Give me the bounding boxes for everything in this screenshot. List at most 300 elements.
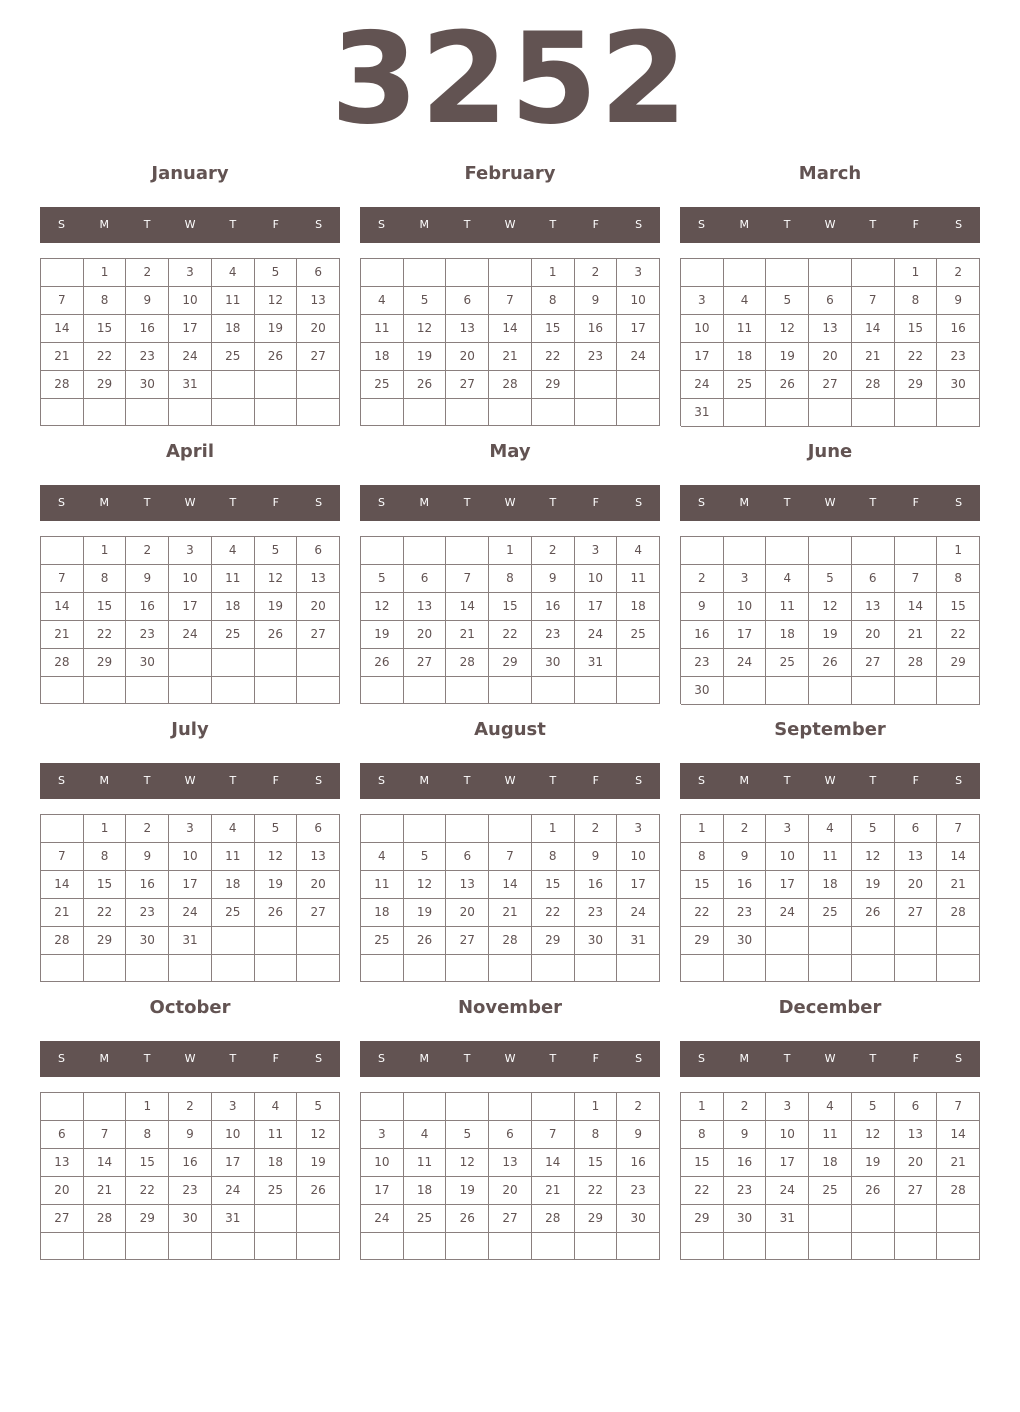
day-cell[interactable]: 16: [126, 593, 169, 621]
day-cell[interactable]: 11: [361, 871, 404, 899]
day-cell[interactable]: 6: [895, 815, 938, 843]
day-cell[interactable]: 7: [895, 565, 938, 593]
day-cell[interactable]: 6: [895, 1093, 938, 1121]
day-cell[interactable]: 13: [404, 593, 447, 621]
day-cell[interactable]: 8: [681, 1121, 724, 1149]
day-cell[interactable]: 17: [766, 871, 809, 899]
day-cell[interactable]: 3: [617, 259, 660, 287]
day-cell[interactable]: 2: [937, 259, 980, 287]
day-cell[interactable]: 26: [766, 371, 809, 399]
day-cell[interactable]: 8: [681, 843, 724, 871]
day-cell[interactable]: 29: [895, 371, 938, 399]
day-cell[interactable]: 3: [575, 537, 618, 565]
day-cell[interactable]: 17: [212, 1149, 255, 1177]
day-cell[interactable]: 25: [617, 621, 660, 649]
day-cell[interactable]: 8: [84, 287, 127, 315]
day-cell[interactable]: 1: [532, 815, 575, 843]
day-cell[interactable]: 22: [895, 343, 938, 371]
day-cell[interactable]: 25: [212, 899, 255, 927]
day-cell[interactable]: 25: [809, 1177, 852, 1205]
day-cell[interactable]: 26: [809, 649, 852, 677]
day-cell[interactable]: 24: [766, 899, 809, 927]
day-cell[interactable]: 11: [617, 565, 660, 593]
day-cell[interactable]: 12: [446, 1149, 489, 1177]
day-cell[interactable]: 6: [41, 1121, 84, 1149]
day-cell[interactable]: 1: [84, 537, 127, 565]
day-cell[interactable]: 25: [255, 1177, 298, 1205]
day-cell[interactable]: 15: [681, 1149, 724, 1177]
day-cell[interactable]: 23: [724, 899, 767, 927]
day-cell[interactable]: 13: [297, 843, 340, 871]
day-cell[interactable]: 28: [489, 371, 532, 399]
day-cell[interactable]: 16: [532, 593, 575, 621]
day-cell[interactable]: 22: [937, 621, 980, 649]
day-cell[interactable]: 10: [361, 1149, 404, 1177]
day-cell[interactable]: 7: [937, 1093, 980, 1121]
day-cell[interactable]: 26: [255, 899, 298, 927]
day-cell[interactable]: 13: [809, 315, 852, 343]
day-cell[interactable]: 26: [255, 343, 298, 371]
day-cell[interactable]: 28: [84, 1205, 127, 1233]
day-cell[interactable]: 2: [532, 537, 575, 565]
day-cell[interactable]: 23: [532, 621, 575, 649]
day-cell[interactable]: 6: [404, 565, 447, 593]
day-cell[interactable]: 28: [937, 1177, 980, 1205]
day-cell[interactable]: 3: [212, 1093, 255, 1121]
day-cell[interactable]: 18: [617, 593, 660, 621]
day-cell[interactable]: 15: [84, 871, 127, 899]
day-cell[interactable]: 13: [297, 287, 340, 315]
day-cell[interactable]: 10: [681, 315, 724, 343]
day-cell[interactable]: 11: [212, 565, 255, 593]
day-cell[interactable]: 5: [255, 259, 298, 287]
day-cell[interactable]: 16: [724, 871, 767, 899]
day-cell[interactable]: 23: [681, 649, 724, 677]
day-cell[interactable]: 5: [766, 287, 809, 315]
day-cell[interactable]: 12: [766, 315, 809, 343]
day-cell[interactable]: 18: [361, 343, 404, 371]
day-cell[interactable]: 21: [84, 1177, 127, 1205]
day-cell[interactable]: 2: [169, 1093, 212, 1121]
day-cell[interactable]: 29: [84, 649, 127, 677]
day-cell[interactable]: 5: [809, 565, 852, 593]
day-cell[interactable]: 17: [575, 593, 618, 621]
day-cell[interactable]: 26: [852, 1177, 895, 1205]
day-cell[interactable]: 11: [809, 1121, 852, 1149]
day-cell[interactable]: 6: [446, 287, 489, 315]
day-cell[interactable]: 13: [895, 843, 938, 871]
day-cell[interactable]: 29: [681, 927, 724, 955]
day-cell[interactable]: 14: [489, 315, 532, 343]
day-cell[interactable]: 24: [681, 371, 724, 399]
day-cell[interactable]: 21: [41, 899, 84, 927]
day-cell[interactable]: 14: [41, 315, 84, 343]
day-cell[interactable]: 24: [212, 1177, 255, 1205]
day-cell[interactable]: 2: [681, 565, 724, 593]
day-cell[interactable]: 27: [809, 371, 852, 399]
day-cell[interactable]: 28: [937, 899, 980, 927]
day-cell[interactable]: 4: [724, 287, 767, 315]
day-cell[interactable]: 16: [617, 1149, 660, 1177]
day-cell[interactable]: 6: [489, 1121, 532, 1149]
day-cell[interactable]: 15: [937, 593, 980, 621]
day-cell[interactable]: 7: [532, 1121, 575, 1149]
day-cell[interactable]: 23: [126, 899, 169, 927]
day-cell[interactable]: 13: [446, 315, 489, 343]
day-cell[interactable]: 23: [126, 621, 169, 649]
day-cell[interactable]: 17: [681, 343, 724, 371]
day-cell[interactable]: 20: [489, 1177, 532, 1205]
day-cell[interactable]: 2: [575, 259, 618, 287]
day-cell[interactable]: 31: [212, 1205, 255, 1233]
day-cell[interactable]: 22: [84, 621, 127, 649]
day-cell[interactable]: 2: [617, 1093, 660, 1121]
day-cell[interactable]: 4: [361, 843, 404, 871]
day-cell[interactable]: 13: [489, 1149, 532, 1177]
day-cell[interactable]: 10: [617, 843, 660, 871]
day-cell[interactable]: 1: [895, 259, 938, 287]
day-cell[interactable]: 6: [297, 815, 340, 843]
day-cell[interactable]: 28: [41, 649, 84, 677]
day-cell[interactable]: 3: [724, 565, 767, 593]
day-cell[interactable]: 20: [895, 871, 938, 899]
day-cell[interactable]: 4: [617, 537, 660, 565]
day-cell[interactable]: 7: [41, 843, 84, 871]
day-cell[interactable]: 2: [126, 815, 169, 843]
day-cell[interactable]: 17: [766, 1149, 809, 1177]
day-cell[interactable]: 30: [724, 1205, 767, 1233]
day-cell[interactable]: 20: [404, 621, 447, 649]
day-cell[interactable]: 12: [852, 843, 895, 871]
day-cell[interactable]: 14: [41, 593, 84, 621]
day-cell[interactable]: 14: [446, 593, 489, 621]
day-cell[interactable]: 19: [404, 343, 447, 371]
day-cell[interactable]: 15: [126, 1149, 169, 1177]
day-cell[interactable]: 27: [895, 899, 938, 927]
day-cell[interactable]: 5: [361, 565, 404, 593]
day-cell[interactable]: 24: [169, 899, 212, 927]
day-cell[interactable]: 9: [575, 287, 618, 315]
day-cell[interactable]: 29: [937, 649, 980, 677]
day-cell[interactable]: 14: [41, 871, 84, 899]
day-cell[interactable]: 5: [297, 1093, 340, 1121]
day-cell[interactable]: 8: [84, 843, 127, 871]
day-cell[interactable]: 3: [681, 287, 724, 315]
day-cell[interactable]: 18: [809, 1149, 852, 1177]
day-cell[interactable]: 27: [489, 1205, 532, 1233]
day-cell[interactable]: 31: [169, 927, 212, 955]
day-cell[interactable]: 26: [404, 927, 447, 955]
day-cell[interactable]: 12: [809, 593, 852, 621]
day-cell[interactable]: 5: [852, 1093, 895, 1121]
day-cell[interactable]: 7: [84, 1121, 127, 1149]
day-cell[interactable]: 16: [575, 315, 618, 343]
day-cell[interactable]: 8: [895, 287, 938, 315]
day-cell[interactable]: 31: [575, 649, 618, 677]
day-cell[interactable]: 21: [895, 621, 938, 649]
day-cell[interactable]: 27: [446, 371, 489, 399]
day-cell[interactable]: 24: [617, 343, 660, 371]
day-cell[interactable]: 20: [809, 343, 852, 371]
day-cell[interactable]: 12: [852, 1121, 895, 1149]
day-cell[interactable]: 11: [212, 843, 255, 871]
day-cell[interactable]: 15: [489, 593, 532, 621]
day-cell[interactable]: 28: [895, 649, 938, 677]
day-cell[interactable]: 30: [937, 371, 980, 399]
day-cell[interactable]: 30: [681, 677, 724, 705]
day-cell[interactable]: 29: [489, 649, 532, 677]
day-cell[interactable]: 3: [361, 1121, 404, 1149]
day-cell[interactable]: 9: [126, 843, 169, 871]
day-cell[interactable]: 6: [809, 287, 852, 315]
day-cell[interactable]: 11: [255, 1121, 298, 1149]
day-cell[interactable]: 13: [297, 565, 340, 593]
day-cell[interactable]: 14: [937, 1121, 980, 1149]
day-cell[interactable]: 19: [404, 899, 447, 927]
day-cell[interactable]: 25: [809, 899, 852, 927]
day-cell[interactable]: 14: [532, 1149, 575, 1177]
day-cell[interactable]: 17: [169, 315, 212, 343]
day-cell[interactable]: 7: [852, 287, 895, 315]
day-cell[interactable]: 29: [84, 371, 127, 399]
day-cell[interactable]: 11: [404, 1149, 447, 1177]
day-cell[interactable]: 1: [575, 1093, 618, 1121]
day-cell[interactable]: 26: [297, 1177, 340, 1205]
day-cell[interactable]: 16: [575, 871, 618, 899]
day-cell[interactable]: 27: [446, 927, 489, 955]
day-cell[interactable]: 20: [297, 871, 340, 899]
day-cell[interactable]: 20: [41, 1177, 84, 1205]
day-cell[interactable]: 29: [532, 371, 575, 399]
day-cell[interactable]: 15: [895, 315, 938, 343]
day-cell[interactable]: 19: [297, 1149, 340, 1177]
day-cell[interactable]: 13: [41, 1149, 84, 1177]
day-cell[interactable]: 19: [255, 315, 298, 343]
day-cell[interactable]: 21: [41, 343, 84, 371]
day-cell[interactable]: 26: [446, 1205, 489, 1233]
day-cell[interactable]: 3: [766, 1093, 809, 1121]
day-cell[interactable]: 15: [575, 1149, 618, 1177]
day-cell[interactable]: 12: [404, 315, 447, 343]
day-cell[interactable]: 31: [681, 399, 724, 427]
day-cell[interactable]: 8: [575, 1121, 618, 1149]
day-cell[interactable]: 1: [937, 537, 980, 565]
day-cell[interactable]: 20: [895, 1149, 938, 1177]
day-cell[interactable]: 9: [681, 593, 724, 621]
day-cell[interactable]: 7: [489, 843, 532, 871]
day-cell[interactable]: 9: [724, 843, 767, 871]
day-cell[interactable]: 14: [895, 593, 938, 621]
day-cell[interactable]: 18: [404, 1177, 447, 1205]
day-cell[interactable]: 29: [126, 1205, 169, 1233]
day-cell[interactable]: 1: [681, 1093, 724, 1121]
day-cell[interactable]: 25: [724, 371, 767, 399]
day-cell[interactable]: 16: [126, 871, 169, 899]
day-cell[interactable]: 19: [852, 1149, 895, 1177]
day-cell[interactable]: 23: [724, 1177, 767, 1205]
day-cell[interactable]: 29: [84, 927, 127, 955]
day-cell[interactable]: 10: [766, 1121, 809, 1149]
day-cell[interactable]: 27: [404, 649, 447, 677]
day-cell[interactable]: 7: [446, 565, 489, 593]
day-cell[interactable]: 22: [532, 343, 575, 371]
day-cell[interactable]: 15: [532, 315, 575, 343]
day-cell[interactable]: 26: [852, 899, 895, 927]
day-cell[interactable]: 18: [809, 871, 852, 899]
day-cell[interactable]: 7: [41, 287, 84, 315]
day-cell[interactable]: 6: [297, 259, 340, 287]
day-cell[interactable]: 31: [617, 927, 660, 955]
day-cell[interactable]: 17: [617, 315, 660, 343]
day-cell[interactable]: 14: [937, 843, 980, 871]
day-cell[interactable]: 22: [681, 1177, 724, 1205]
day-cell[interactable]: 16: [937, 315, 980, 343]
day-cell[interactable]: 10: [169, 565, 212, 593]
day-cell[interactable]: 30: [575, 927, 618, 955]
day-cell[interactable]: 25: [212, 343, 255, 371]
day-cell[interactable]: 30: [169, 1205, 212, 1233]
day-cell[interactable]: 7: [937, 815, 980, 843]
day-cell[interactable]: 24: [617, 899, 660, 927]
day-cell[interactable]: 22: [489, 621, 532, 649]
day-cell[interactable]: 13: [895, 1121, 938, 1149]
day-cell[interactable]: 8: [489, 565, 532, 593]
day-cell[interactable]: 28: [41, 927, 84, 955]
day-cell[interactable]: 4: [361, 287, 404, 315]
day-cell[interactable]: 20: [852, 621, 895, 649]
day-cell[interactable]: 18: [724, 343, 767, 371]
day-cell[interactable]: 21: [489, 343, 532, 371]
day-cell[interactable]: 9: [617, 1121, 660, 1149]
day-cell[interactable]: 30: [532, 649, 575, 677]
day-cell[interactable]: 15: [84, 315, 127, 343]
day-cell[interactable]: 19: [809, 621, 852, 649]
day-cell[interactable]: 16: [169, 1149, 212, 1177]
day-cell[interactable]: 10: [169, 843, 212, 871]
day-cell[interactable]: 5: [446, 1121, 489, 1149]
day-cell[interactable]: 1: [84, 259, 127, 287]
day-cell[interactable]: 3: [766, 815, 809, 843]
day-cell[interactable]: 9: [126, 565, 169, 593]
day-cell[interactable]: 23: [937, 343, 980, 371]
day-cell[interactable]: 4: [809, 815, 852, 843]
day-cell[interactable]: 24: [169, 621, 212, 649]
day-cell[interactable]: 9: [126, 287, 169, 315]
day-cell[interactable]: 28: [532, 1205, 575, 1233]
day-cell[interactable]: 15: [84, 593, 127, 621]
day-cell[interactable]: 25: [766, 649, 809, 677]
day-cell[interactable]: 30: [617, 1205, 660, 1233]
day-cell[interactable]: 17: [617, 871, 660, 899]
day-cell[interactable]: 27: [895, 1177, 938, 1205]
day-cell[interactable]: 11: [361, 315, 404, 343]
day-cell[interactable]: 25: [361, 927, 404, 955]
day-cell[interactable]: 1: [126, 1093, 169, 1121]
day-cell[interactable]: 3: [169, 537, 212, 565]
day-cell[interactable]: 9: [724, 1121, 767, 1149]
day-cell[interactable]: 29: [532, 927, 575, 955]
day-cell[interactable]: 22: [126, 1177, 169, 1205]
day-cell[interactable]: 28: [41, 371, 84, 399]
day-cell[interactable]: 23: [575, 899, 618, 927]
day-cell[interactable]: 3: [169, 259, 212, 287]
day-cell[interactable]: 31: [169, 371, 212, 399]
day-cell[interactable]: 23: [575, 343, 618, 371]
day-cell[interactable]: 22: [575, 1177, 618, 1205]
day-cell[interactable]: 11: [212, 287, 255, 315]
day-cell[interactable]: 17: [169, 593, 212, 621]
day-cell[interactable]: 28: [489, 927, 532, 955]
day-cell[interactable]: 10: [212, 1121, 255, 1149]
day-cell[interactable]: 22: [681, 899, 724, 927]
day-cell[interactable]: 30: [126, 649, 169, 677]
day-cell[interactable]: 14: [852, 315, 895, 343]
day-cell[interactable]: 10: [575, 565, 618, 593]
day-cell[interactable]: 3: [617, 815, 660, 843]
day-cell[interactable]: 6: [297, 537, 340, 565]
day-cell[interactable]: 10: [724, 593, 767, 621]
day-cell[interactable]: 15: [532, 871, 575, 899]
day-cell[interactable]: 4: [404, 1121, 447, 1149]
day-cell[interactable]: 19: [255, 593, 298, 621]
day-cell[interactable]: 5: [255, 815, 298, 843]
day-cell[interactable]: 30: [724, 927, 767, 955]
day-cell[interactable]: 27: [852, 649, 895, 677]
day-cell[interactable]: 25: [361, 371, 404, 399]
day-cell[interactable]: 28: [446, 649, 489, 677]
day-cell[interactable]: 1: [84, 815, 127, 843]
day-cell[interactable]: 7: [41, 565, 84, 593]
day-cell[interactable]: 26: [255, 621, 298, 649]
day-cell[interactable]: 3: [169, 815, 212, 843]
day-cell[interactable]: 16: [724, 1149, 767, 1177]
day-cell[interactable]: 31: [766, 1205, 809, 1233]
day-cell[interactable]: 13: [852, 593, 895, 621]
day-cell[interactable]: 21: [852, 343, 895, 371]
day-cell[interactable]: 8: [84, 565, 127, 593]
day-cell[interactable]: 25: [212, 621, 255, 649]
day-cell[interactable]: 18: [361, 899, 404, 927]
day-cell[interactable]: 4: [766, 565, 809, 593]
day-cell[interactable]: 23: [617, 1177, 660, 1205]
day-cell[interactable]: 4: [212, 259, 255, 287]
day-cell[interactable]: 5: [255, 537, 298, 565]
day-cell[interactable]: 14: [489, 871, 532, 899]
day-cell[interactable]: 9: [937, 287, 980, 315]
day-cell[interactable]: 9: [575, 843, 618, 871]
day-cell[interactable]: 29: [575, 1205, 618, 1233]
day-cell[interactable]: 21: [532, 1177, 575, 1205]
day-cell[interactable]: 2: [126, 259, 169, 287]
day-cell[interactable]: 19: [361, 621, 404, 649]
day-cell[interactable]: 12: [255, 287, 298, 315]
day-cell[interactable]: 15: [681, 871, 724, 899]
day-cell[interactable]: 25: [404, 1205, 447, 1233]
day-cell[interactable]: 26: [361, 649, 404, 677]
day-cell[interactable]: 12: [361, 593, 404, 621]
day-cell[interactable]: 18: [255, 1149, 298, 1177]
day-cell[interactable]: 9: [169, 1121, 212, 1149]
day-cell[interactable]: 2: [724, 815, 767, 843]
day-cell[interactable]: 28: [852, 371, 895, 399]
day-cell[interactable]: 22: [84, 899, 127, 927]
day-cell[interactable]: 21: [41, 621, 84, 649]
day-cell[interactable]: 4: [809, 1093, 852, 1121]
day-cell[interactable]: 10: [617, 287, 660, 315]
day-cell[interactable]: 24: [169, 343, 212, 371]
day-cell[interactable]: 1: [681, 815, 724, 843]
day-cell[interactable]: 12: [297, 1121, 340, 1149]
